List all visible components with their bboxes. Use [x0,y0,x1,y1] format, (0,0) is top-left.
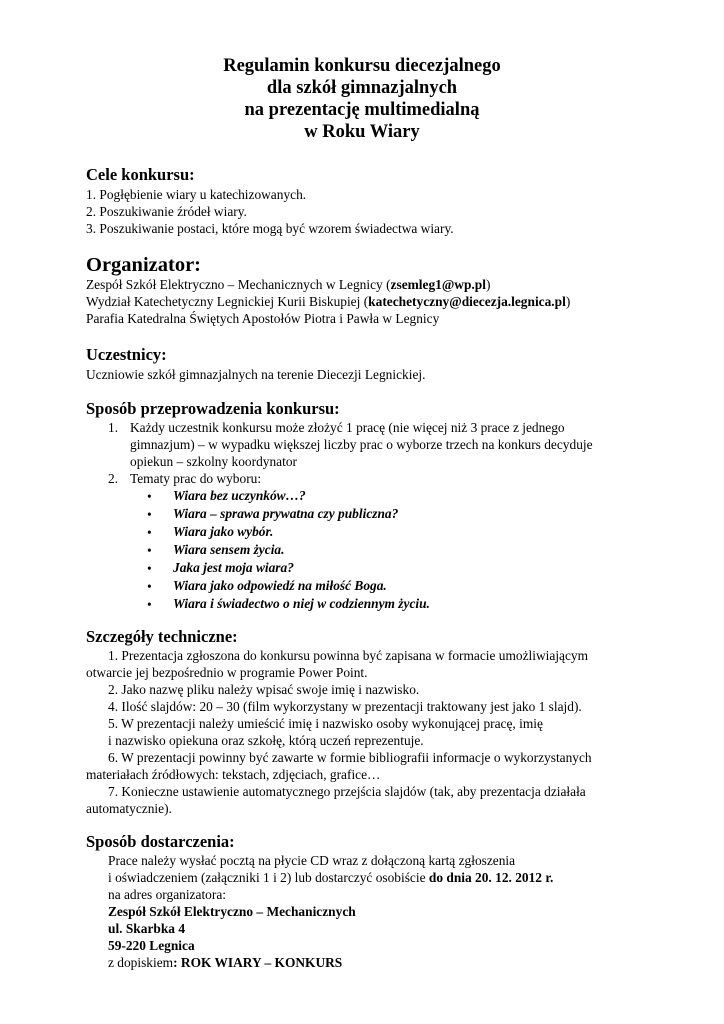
sposob-item-2-number: 2. [108,471,119,486]
topic-item: Wiara sensem życia. [173,542,285,557]
cele-item-2: 2. Poszukiwanie źródeł wiary. [86,204,247,219]
topic-bullet: • [147,579,152,594]
address-line-1: Zespół Szkół Elektryczno – Mechanicznych [108,904,356,919]
techniczne-heading: Szczegóły techniczne: [86,627,238,646]
techniczne-line: 5. W prezentacji należy umieścić imię i nazwisko osoby wykonującej pracę, imię [108,716,543,731]
sposob-item-1-number: 1. [108,420,119,435]
cele-item-1: 1. Pogłębienie wiary u katechizowanych. [86,187,307,202]
cele-item-3: 3. Poszukiwanie postaci, które mogą być wzorem świadectwa wiary. [86,221,454,236]
topic-bullet: • [147,543,152,558]
uczestnicy-text: Uczniowie szkół gimnazjalnych na terenie Diecezji Legnickiej. [86,367,426,382]
kuria-email: katechetyczny@diecezja.legnica.pl [368,294,566,309]
techniczne-line: i nazwisko opiekuna oraz szkołę, którą uczeń reprezentuje. [108,733,424,748]
topic-item: Wiara jako odpowiedź na miłość Boga. [173,578,387,593]
techniczne-line: 7. Konieczne ustawienie automatycznego przejścia slajdów (tak, aby prezentacja działała [108,784,586,799]
techniczne-line: 6. W prezentacji powinny być zawarte w formie bibliografii informacje o wykorzystanych [108,750,592,765]
dostarczenie-line-3: na adres organizatora: [108,887,226,902]
uczestnicy-heading: Uczestnicy: [86,345,167,364]
topic-bullet: • [147,507,152,522]
techniczne-line: automatycznie). [86,801,172,816]
organizator-line-2: Wydział Katechetyczny Legnickiej Kurii Biskupiej (katechetyczny@diecezja.legnica.pl) [86,294,571,309]
zsem-email: zsemleg1@wp.pl [390,277,486,292]
deadline: do dnia 20. 12. 2012 r. [428,870,554,885]
techniczne-line: 2. Jako nazwę pliku należy wpisać swoje imię i nazwisko. [108,682,420,697]
topic-item: Wiara – sprawa prywatna czy publiczna? [173,506,399,521]
topic-item: Jaka jest moja wiara? [173,560,294,575]
title-line-1: Regulamin konkursu diecezjalnego [223,56,501,76]
sposob-heading: Sposób przeprowadzenia konkursu: [86,399,340,418]
note-label: : ROK WIARY – KONKURS [173,955,343,970]
address-line-3: 59-220 Legnica [108,938,195,953]
title-line-3: na prezentację multimedialną [244,100,480,120]
title-line-2: dla szkół gimnazjalnych [266,78,458,98]
topic-bullet: • [147,489,152,504]
dostarczenie-line-2: i oświadczeniem (załączniki 1 i 2) lub dostarczyć osobiście do dnia 20. 12. 2012 r. [108,870,554,885]
dostarczenie-note: z dopiskiem: ROK WIARY – KONKURS [108,955,343,970]
organizator-line-1: Zespół Szkół Elektryczno – Mechanicznych w Legnicy (zsemleg1@wp.pl) [86,277,491,292]
topic-item: Wiara bez uczynków…? [173,488,306,503]
topic-bullet: • [147,561,152,576]
techniczne-line: materiałach źródłowych: tekstach, zdjęciach, grafice… [86,767,381,782]
dostarczenie-heading: Sposób dostarczenia: [86,832,235,851]
techniczne-line: 4. Ilość slajdów: 20 – 30 (film wykorzystany w prezentacji traktowany jest jako 1 slajd). [108,699,582,714]
dostarczenie-line-1: Prace należy wysłać pocztą na płycie CD wraz z dołączoną kartą zgłoszenia [108,853,516,868]
cele-heading: Cele konkursu: [86,165,195,184]
sposob-item-1-line-1: Każdy uczestnik konkursu może złożyć 1 pracę (nie więcej niż 3 prace z jednego [130,420,565,435]
topic-bullet: • [147,597,152,612]
address-line-2: ul. Skarbka 4 [108,921,186,936]
sposob-item-1-line-3: opiekun – szkolny koordynator [130,454,297,469]
techniczne-line: otwarcie jej bezpośrednio w programie Power Point. [86,665,368,680]
title-line-4: w Roku Wiary [304,122,420,142]
topic-item: Wiara jako wybór. [173,524,274,539]
organizator-heading: Organizator: [86,254,201,276]
topic-item: Wiara i świadectwo o niej w codziennym życiu. [173,596,430,611]
organizator-line-3: Parafia Katedralna Świętych Apostołów Piotra i Pawła w Legnicy [86,311,440,326]
document-title [0,55,724,143]
topic-bullet: • [147,525,152,540]
sposob-item-2-text: Tematy prac do wyboru: [130,471,262,486]
techniczne-line: 1. Prezentacja zgłoszona do konkursu powinna być zapisana w formacie umożliwiającym [108,648,589,663]
sposob-item-1-line-2: gimnazjum) – w wypadku większej liczby prac o wyborze trzech na konkurs decyduje [130,437,593,452]
